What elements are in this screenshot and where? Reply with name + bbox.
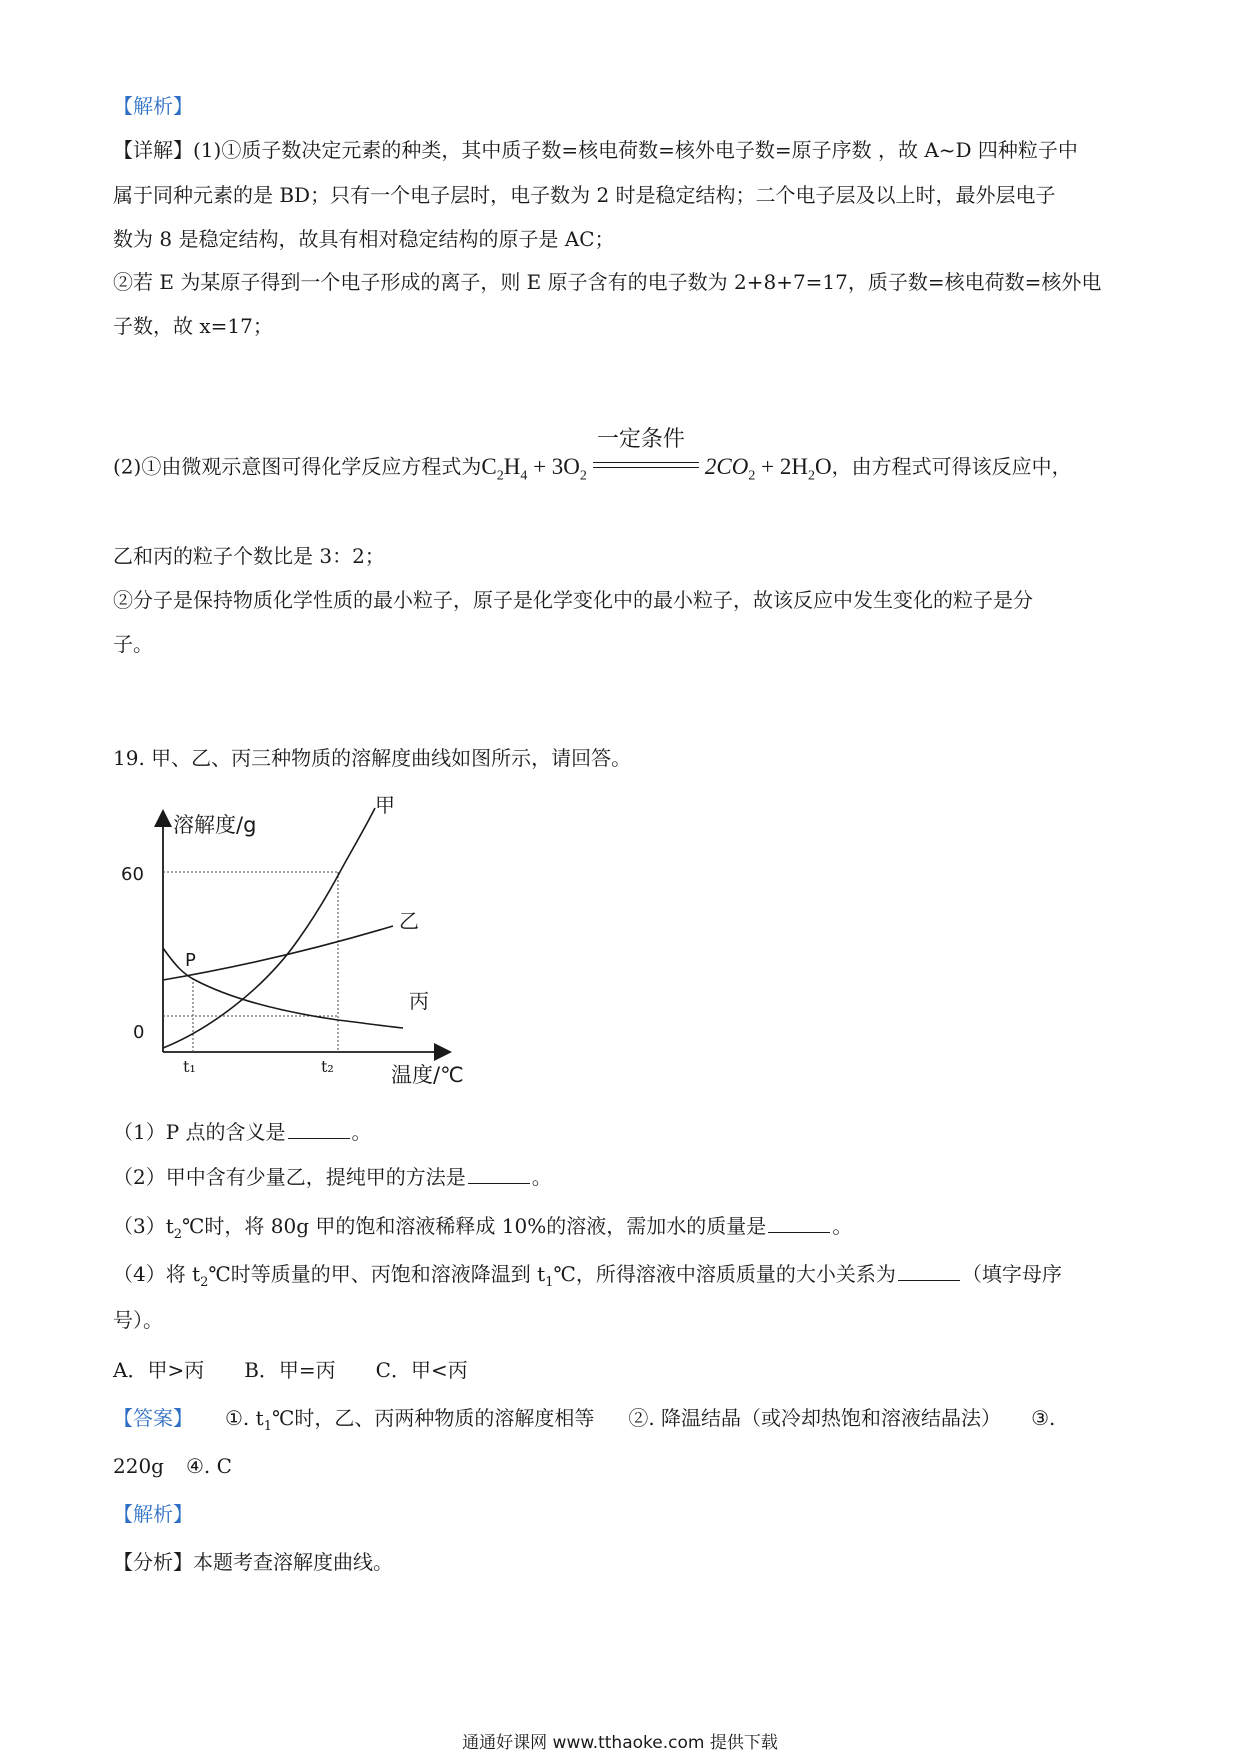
answer-blank-1 (288, 1120, 350, 1139)
question-19-part-2: （2）甲中含有少量乙，提纯甲的方法是 。 (113, 1165, 552, 1189)
y-tick-60: 60 (121, 864, 144, 885)
eq-reactant-ethylene: $C_2H_4 + 3O_2$ (481, 453, 587, 484)
answer-2: ②. 降温结晶（或冷却热饱和溶液结晶法） (628, 1406, 1002, 1430)
xiangjie-line-2: 属于同种元素的是 BD；只有一个电子层时，电子数为 2 时是稳定结构；二个电子层及以上时，最外层电子 (113, 183, 1056, 207)
footer-source: 通通好课网 www.tthaoke.com 提供下载 (462, 1733, 778, 1753)
answer-line-2 (113, 1452, 232, 1480)
chemical-equation (113, 427, 1072, 488)
jiexi-tag-2: 【解析】 (113, 1502, 193, 1526)
y-tick-0: 0 (133, 1022, 145, 1043)
x-tick-t2: t₂ (321, 1057, 334, 1076)
xiangjie-line-4: ②若 E 为某原子得到一个电子形成的离子，则 E 原子含有的电子数为 2+8+7=17，质子数=核电荷数=核外电 (113, 270, 1102, 294)
question-19-options (113, 1356, 508, 1384)
solubility-chart (113, 790, 493, 1090)
after-eq-line-2: ②分子是保持物质化学性质的最小粒子，原子是化学变化中的最小粒子，故该反应中发生变化的粒子是分 (113, 588, 1033, 612)
legend-jia: 甲 (375, 793, 395, 817)
xiangjie-line-5: 子数，故 x=17； (113, 314, 273, 338)
answer-blank-2 (468, 1165, 530, 1184)
eq-suffix: ，由方程式可得该反应中， (831, 454, 1072, 479)
after-eq-line-3: 子。 (113, 632, 153, 656)
option-c: C．甲<丙 (375, 1358, 468, 1382)
fenxi-line: 【分析】本题考查溶解度曲线。 (113, 1550, 393, 1574)
answer-4: ④. C (185, 1454, 232, 1478)
curve-jia (163, 808, 375, 1048)
answer-line (113, 1404, 1128, 1441)
xiangjie-line-1: 【详解】(1)①质子数决定元素的种类，其中质子数=核电荷数=核外电子数=原子序数 ，故 A~D 四种粒子中 (113, 138, 1078, 162)
y-axis-label: 溶解度/g (173, 813, 257, 837)
eq-condition-arrow (593, 427, 699, 488)
question-19-part-3: $(3)t_2℃$时，将 80g 甲的饱和溶液稀释成 10%的溶液，需加水的质量是 。 (113, 1214, 853, 1242)
question-19-part-4-line-2: 号）。 (113, 1308, 163, 1332)
answer-tag: 【答案】 (113, 1406, 193, 1430)
option-a: A．甲>丙 (113, 1358, 205, 1382)
xiangjie-line-3: 数为 8 是稳定结构，故具有相对稳定结构的原子是 AC； (113, 227, 615, 251)
jiexi-tag: 【解析】 (113, 94, 193, 118)
x-axis-label: 温度/℃ (391, 1063, 464, 1087)
answer-3-value: 220g (113, 1454, 164, 1478)
option-b: B．甲=丙 (244, 1358, 336, 1382)
legend-yi: 乙 (399, 909, 419, 933)
answer-blank-3 (768, 1214, 830, 1233)
answer-1: ①. $t_1℃$时，乙、丙两种物质的溶解度相等 (225, 1406, 595, 1434)
answer-blank-4 (898, 1262, 960, 1281)
eq-products: $2CO_2 + 2H_2O$ (704, 453, 832, 484)
x-tick-t1: t₁ (183, 1057, 196, 1076)
curve-yi (163, 926, 393, 980)
question-19-stem: 19. 甲、乙、丙三种物质的溶解度曲线如图所示，请回答。 (113, 746, 632, 770)
question-19-part-4: （4）将 $t_2℃$时等质量的甲、丙饱和溶液降温到 $t_1℃$，所得溶液中溶质质量的大小关系为 （填字母序 (113, 1262, 1062, 1290)
point-label-P: P (185, 950, 196, 971)
question-19-part-1: （1）P 点的含义是 。 (113, 1120, 372, 1144)
eq-prefix: (2)①由微观示意图可得化学反应方程式为 (113, 454, 482, 479)
legend-bing: 丙 (409, 989, 429, 1013)
answer-3-label: ③. (1031, 1406, 1056, 1430)
eq-condition-text: 一定条件 (596, 427, 685, 452)
after-eq-line-1: 乙和丙的粒子个数比是 3：2； (113, 544, 385, 568)
